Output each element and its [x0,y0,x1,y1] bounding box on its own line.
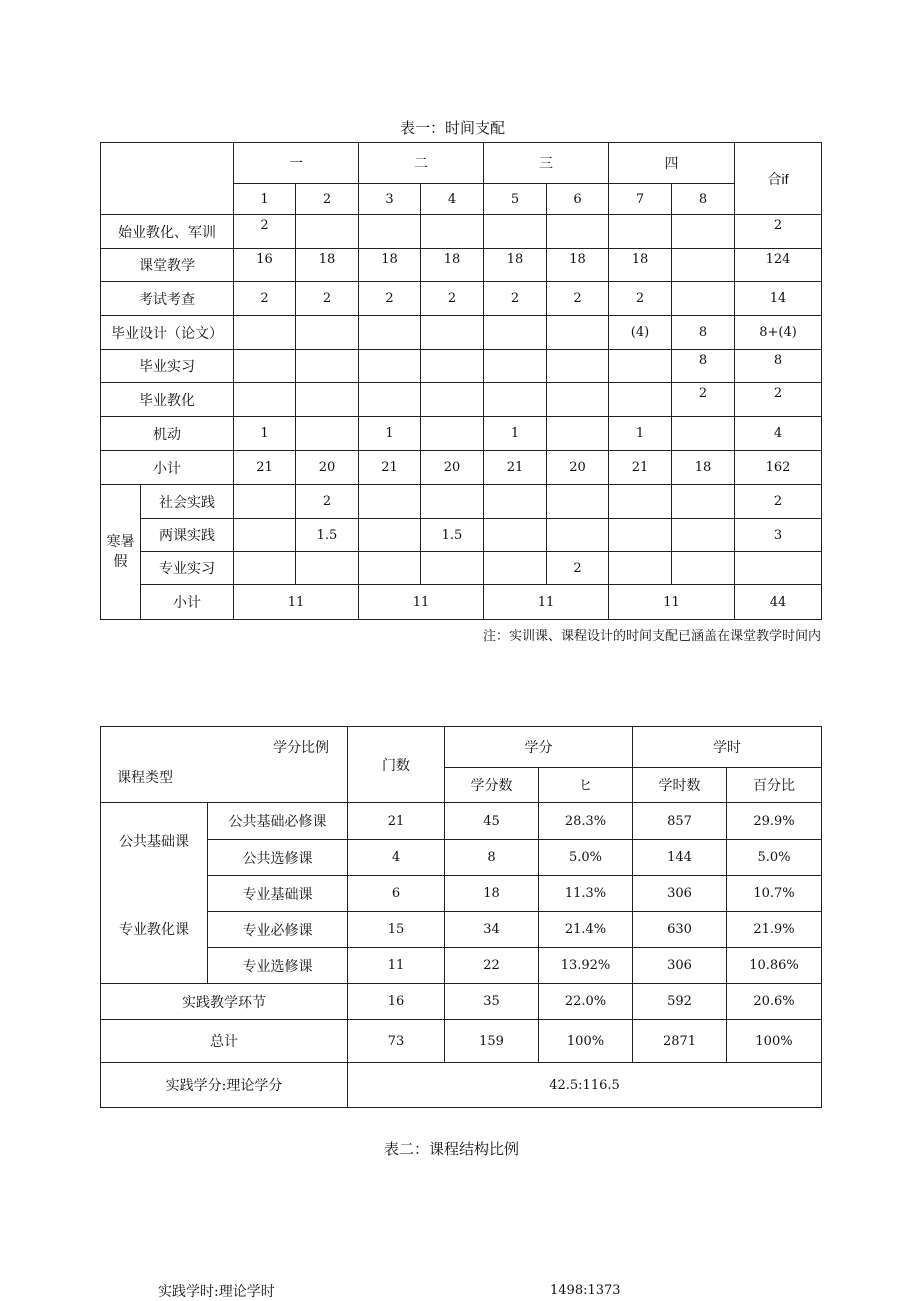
total-cell [735,552,822,585]
row-label: 考试考查 [101,282,234,316]
cell [484,485,547,519]
table-row [101,585,822,620]
table-row [101,485,822,519]
cell: 5.0% [727,840,822,876]
header-credit-ratio: 学分比例 [273,740,329,756]
table2-caption: 表二：课程结构比例 [384,1140,520,1158]
table-row [101,350,822,383]
table-row [101,417,822,451]
cell: 1.5 [296,519,359,552]
semester-header: 4 [421,184,484,215]
header-credit-pct: ヒ [539,768,633,803]
total-header: 合if [735,143,822,215]
cell: 21 [484,451,547,485]
vacation-label [101,485,141,620]
cell: 20.6% [727,984,822,1020]
total-cell: 4 [735,417,822,451]
semester-header: 3 [359,184,421,215]
cell [672,215,735,249]
row-label: 社会实践 [141,485,234,519]
cell: 11.3% [539,876,633,912]
cell: 21 [609,451,672,485]
semester-header: 6 [547,184,609,215]
time-allocation-table [100,142,822,620]
header-credit-count: 学分数 [445,768,539,803]
footer-value: 1498:1373 [550,1283,621,1298]
cell: 5.0% [539,840,633,876]
cell [359,316,421,350]
cell: 21.9% [727,912,822,948]
table-row [101,249,822,282]
cell: 4 [348,840,445,876]
group-label: 专业教化课 [101,876,208,984]
cell [421,383,484,417]
cell: 857 [633,803,727,840]
year-header: 四 [609,143,735,184]
row-label: 公共选修课 [208,840,348,876]
total-cell: 162 [735,451,822,485]
cell: 2 [359,282,421,316]
table-row [101,948,822,984]
row-label: 机动 [101,417,234,451]
cell: 35 [445,984,539,1020]
cell: 20 [421,451,484,485]
row-label: 实践教学环节 [101,984,348,1020]
cell: 16 [348,984,445,1020]
cell [296,215,359,249]
cell: 18 [609,249,672,282]
header-course-type: 课程类型 [117,770,173,786]
cell: 2 [672,383,735,417]
cell: 159 [445,1020,539,1063]
cell: 11 [348,948,445,984]
cell [672,552,735,585]
cell: 630 [633,912,727,948]
vacation-label-text: 寒暑假 [106,534,135,570]
table-row [101,876,822,912]
year-header: 二 [359,143,484,184]
cell: 1.5 [421,519,484,552]
cell [234,519,296,552]
cell: 21 [234,451,296,485]
cell [672,519,735,552]
cell: 100% [539,1020,633,1063]
year-subtotal: 11 [484,585,609,620]
total-cell: 2 [735,215,822,249]
cell: 18 [421,249,484,282]
cell [672,282,735,316]
cell [359,519,421,552]
table-row [101,840,822,876]
semester-header: 7 [609,184,672,215]
row-label: 专业基础课 [208,876,348,912]
table-row [101,282,822,316]
cell [609,350,672,383]
total-cell: 8 [735,350,822,383]
corner-cell [101,143,234,215]
course-structure-table [100,726,822,1108]
cell: 45 [445,803,539,840]
cell: 2 [609,282,672,316]
cell [421,417,484,451]
cell [421,316,484,350]
cell: 10.86% [727,948,822,984]
cell [547,350,609,383]
row-label: 专业选修课 [208,948,348,984]
cell [609,519,672,552]
header-hour-pct: 百分比 [727,768,822,803]
row-label: 公共基础必修课 [208,803,348,840]
cell: 21 [359,451,421,485]
year-subtotal: 11 [359,585,484,620]
cell [547,215,609,249]
cell: 6 [348,876,445,912]
cell: 10.7% [727,876,822,912]
cell [672,249,735,282]
cell [296,417,359,451]
cell: 13.92% [539,948,633,984]
cell [234,552,296,585]
cell [421,350,484,383]
cell: 73 [348,1020,445,1063]
ratio-value: 42.5:116.5 [348,1063,822,1108]
semester-header: 5 [484,184,547,215]
group-label: 公共基础课 [101,803,208,876]
table-row [101,519,822,552]
table1-caption: 表一：时间支配 [400,119,506,137]
cell: 20 [547,451,609,485]
row-label: 总计 [101,1020,348,1063]
header-hours: 学时 [633,727,822,768]
cell: 2 [234,282,296,316]
cell: 2 [547,552,609,585]
cell: 1 [234,417,296,451]
cell [484,215,547,249]
cell [359,215,421,249]
cell: (4) [609,316,672,350]
year-header: 一 [234,143,359,184]
cell: 1 [609,417,672,451]
table-row [101,912,822,948]
row-label: 专业必修课 [208,912,348,948]
row-label: 实践学分:理论学分 [101,1063,348,1108]
cell [547,485,609,519]
cell [359,383,421,417]
cell: 21.4% [539,912,633,948]
cell: 100% [727,1020,822,1063]
cell [421,485,484,519]
total-cell: 2 [735,485,822,519]
cell: 18 [484,249,547,282]
cell: 1 [359,417,421,451]
cell [547,383,609,417]
cell: 306 [633,876,727,912]
cell: 306 [633,948,727,984]
cell: 2 [421,282,484,316]
cell: 18 [547,249,609,282]
total-cell: 44 [735,585,822,620]
semester-header: 8 [672,184,735,215]
cell [234,350,296,383]
cell: 20 [296,451,359,485]
cell [234,316,296,350]
cell [421,552,484,585]
cell: 2 [296,485,359,519]
row-label: 始业教化、军训 [101,215,234,249]
cell [484,316,547,350]
row-label: 小计 [101,451,234,485]
total-cell: 2 [735,383,822,417]
cell [234,485,296,519]
cell: 8 [672,316,735,350]
cell [296,383,359,417]
table-row [101,984,822,1020]
table-row [101,803,822,840]
cell [547,519,609,552]
row-label: 专业实习 [141,552,234,585]
cell: 15 [348,912,445,948]
cell [359,485,421,519]
total-cell: 124 [735,249,822,282]
table1-note: 注：实训课、课程设计的时间支配已涵盖在课堂教学时间内 [482,629,821,644]
row-label: 毕业设计（论文） [101,316,234,350]
header-count: 门数 [348,727,445,803]
table-row [101,1020,822,1063]
table-row [101,215,822,249]
year-subtotal: 11 [234,585,359,620]
row-label: 两课实践 [141,519,234,552]
cell [609,552,672,585]
cell: 21 [348,803,445,840]
cell: 18 [672,451,735,485]
header-credits: 学分 [445,727,633,768]
diagonal-header [101,727,348,803]
footer-label: 实践学时:理论学时 [158,1284,275,1300]
semester-header: 1 [234,184,296,215]
cell [609,383,672,417]
row-label: 毕业教化 [101,383,234,417]
cell: 16 [234,249,296,282]
cell [484,383,547,417]
year-header: 三 [484,143,609,184]
table-row [101,383,822,417]
cell: 8 [445,840,539,876]
cell [359,552,421,585]
total-cell: 8+(4) [735,316,822,350]
cell: 8 [672,350,735,383]
cell [359,350,421,383]
cell [484,519,547,552]
table-row [101,316,822,350]
cell: 29.9% [727,803,822,840]
cell [547,417,609,451]
cell: 2 [296,282,359,316]
cell [484,350,547,383]
cell: 592 [633,984,727,1020]
row-label: 课堂教学 [101,249,234,282]
table-row [101,552,822,585]
cell: 2871 [633,1020,727,1063]
cell: 2 [547,282,609,316]
table-row [101,1063,822,1108]
cell: 1 [484,417,547,451]
cell [234,383,296,417]
cell [609,215,672,249]
cell [484,552,547,585]
cell: 18 [445,876,539,912]
total-cell: 3 [735,519,822,552]
table-row [101,451,822,485]
cell [672,485,735,519]
cell: 2 [234,215,296,249]
semester-header: 2 [296,184,359,215]
cell: 144 [633,840,727,876]
cell: 18 [296,249,359,282]
row-label: 小计 [141,585,234,620]
cell: 28.3% [539,803,633,840]
cell [296,350,359,383]
cell [547,316,609,350]
cell [672,417,735,451]
header-hour-count: 学时数 [633,768,727,803]
cell [296,316,359,350]
total-cell: 14 [735,282,822,316]
year-subtotal: 11 [609,585,735,620]
row-label: 毕业实习 [101,350,234,383]
cell [609,485,672,519]
cell: 22.0% [539,984,633,1020]
cell: 34 [445,912,539,948]
cell [296,552,359,585]
cell [421,215,484,249]
cell: 22 [445,948,539,984]
cell: 2 [484,282,547,316]
cell: 18 [359,249,421,282]
